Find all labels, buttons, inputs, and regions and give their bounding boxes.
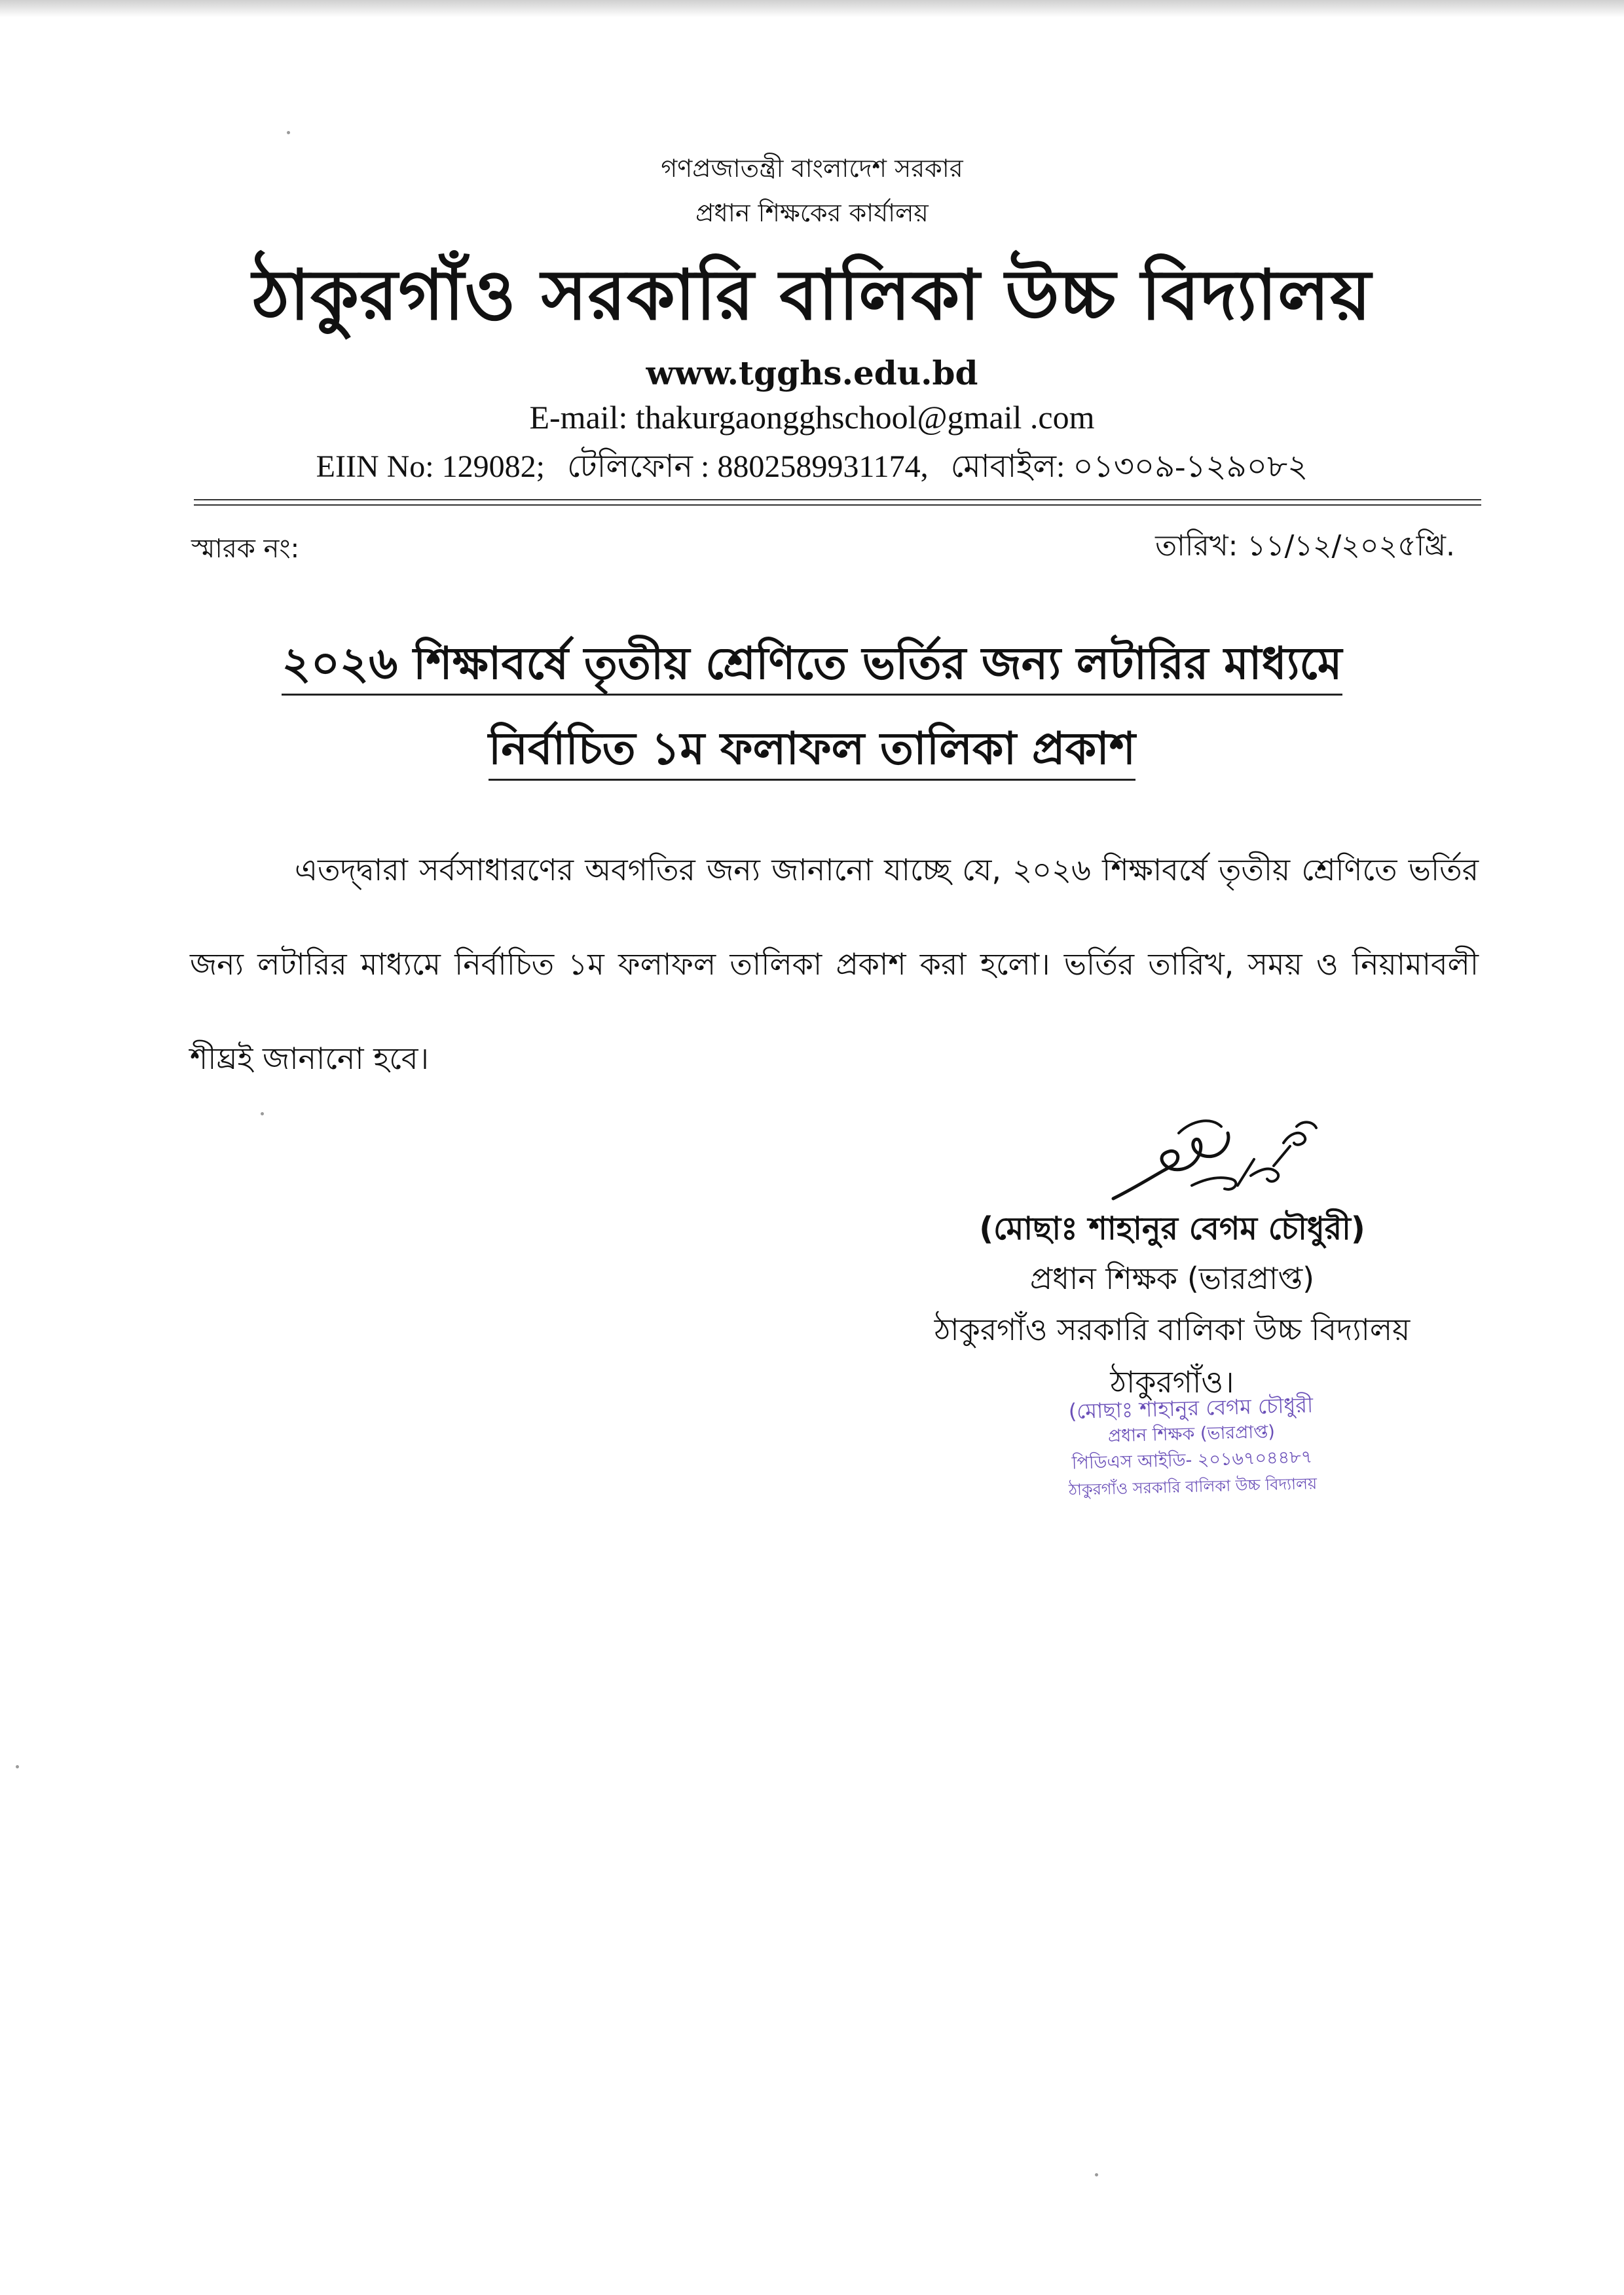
signatory-school: ঠাকুরগাঁও সরকারি বালিকা উচ্চ বিদ্যালয় xyxy=(934,1312,1411,1347)
signatory-title: প্রধান শিক্ষক (ভারপ্রাপ্ত) xyxy=(1029,1261,1315,1296)
notice-headline-line-2 xyxy=(0,714,1624,789)
eiin-number: EIIN No: 129082; xyxy=(316,449,545,484)
notice-headline-text-1: ২০২৬ শিক্ষাবর্ষে তৃতীয় শ্রেণিতে ভর্তির জন্য লটারির মাধ্যমে xyxy=(282,638,1342,696)
notice-body-paragraph: এতদ্দ্বারা সর্বসাধারণের অবগতির জন্য জানানো যাচ্ছে যে, ২০২৬ শিক্ষাবর্ষে তৃতীয় শ্রেণিতে ভর্তির জন্য লটারির মাধ্যমে নির্বাচিত ১ম ফলাফল তালিকা প্রকাশ করা হলো। ভর্তির তারিখ, সময় ও নিয়ামাবলী শীঘ্রই জানানো হবে। xyxy=(190,852,1479,1076)
official-seal-stamp xyxy=(1020,1390,1363,1504)
header-divider-top xyxy=(194,499,1481,500)
seal-title: প্রধান শিক্ষক (ভারপ্রাপ্ত) xyxy=(1107,1421,1276,1447)
header-divider-bottom xyxy=(194,504,1481,506)
scan-speck xyxy=(287,131,290,134)
seal-school: ঠাকুরগাঁও সরকারি বালিকা উচ্চ বিদ্যালয় xyxy=(1068,1474,1318,1499)
mobile-number: মোবাইল: ০১৩০৯-১২৯০৮২ xyxy=(950,449,1308,484)
seal-name: (মোছাঃ শাহানুর বেগম চৌধুরী xyxy=(1068,1392,1314,1424)
scan-edge-shadow xyxy=(0,0,1624,17)
contact-line xyxy=(0,443,1624,494)
signatory-name: (মোছাঃ শাহানুর বেগম চৌধুরী) xyxy=(979,1210,1365,1247)
scan-speck xyxy=(1095,2173,1098,2176)
notice-headline-text-2: নির্বাচিত ১ম ফলাফল তালিকা প্রকাশ xyxy=(489,723,1135,781)
website-line: www.tgghs.edu.bd xyxy=(646,354,978,392)
issue-date: তারিখ: ১১/১২/২০২৫খ্রি. xyxy=(1155,529,1455,563)
notice-headline-line-1 xyxy=(0,629,1624,703)
memo-number-label: স্মারক নং: xyxy=(191,534,300,564)
scan-speck xyxy=(16,1765,19,1768)
scan-speck xyxy=(261,1112,264,1115)
signatory-place: ঠাকুরগাঁও। xyxy=(1110,1364,1234,1400)
email-line: E-mail: thakurgaongghschool@gmail .com xyxy=(529,399,1095,436)
handwritten-signature xyxy=(1100,1107,1323,1218)
telephone-number: টেলিফোন : 8802589931174, xyxy=(566,449,929,484)
school-name-title: ঠাকুরগাঁও সরকারি বালিকা উচ্চ বিদ্যালয় xyxy=(252,255,1372,335)
government-line: গণপ্রজাতন্ত্রী বাংলাদেশ সরকার xyxy=(661,154,963,183)
seal-pds-id: পিডিএস আইডি- ২০১৬৭০৪৪৮৭ xyxy=(1071,1447,1313,1474)
office-line: প্রধান শিক্ষকের কার্যালয় xyxy=(695,198,929,227)
